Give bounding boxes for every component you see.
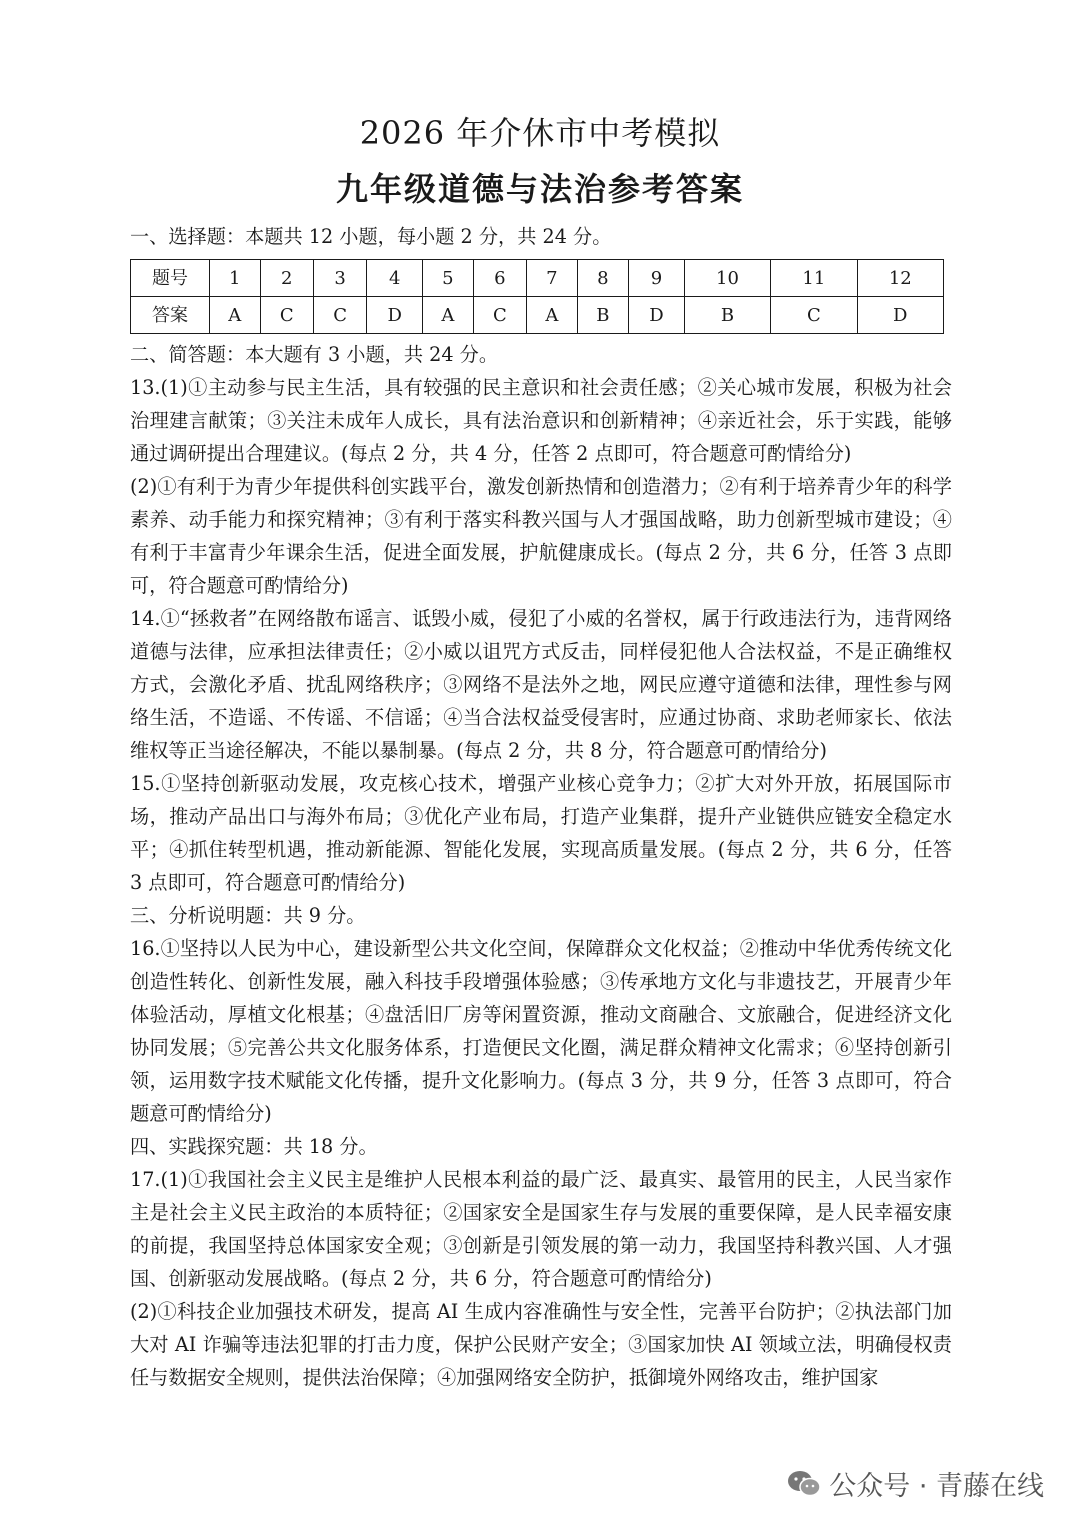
table-cell: A <box>527 297 578 334</box>
answer-13-2: (2)①有利于为青少年提供科创实践平台，激发创新热情和创造潜力；②有利于培养青少年的科学素养、动手能力和探究精神；③有利于落实科教兴国与人才强国战略，助力创新型城市建设；④有利于丰富青少年课余生活，促进全面发展，护航健康成长。(每点 2 分，共 6 分，任答 3 点即可，符合题意可酌情给分) <box>130 475 952 597</box>
table-cell: 12 <box>857 260 943 297</box>
table-cell: B <box>577 297 628 334</box>
table-cell: C <box>260 297 313 334</box>
table-header-label: 题号 <box>131 260 210 297</box>
wechat-icon <box>787 1470 821 1498</box>
document-title: 2026 年介休市中考模拟 <box>359 114 721 152</box>
answer-17-1: 17.(1)①我国社会主义民主是维护人民根本利益的最广泛、最真实、最管用的民主，人民当家作主是社会主义民主政治的本质特征；②国家安全是国家生存与发展的重要保障，是人民幸福安康的前提，我国坚持总体国家安全观；③创新是引领发展的第一动力，我国坚持科教兴国、人才强国、创新驱动发展战略。(每点 2 分，共 6 分，符合题意可酌情给分) <box>130 1168 952 1290</box>
answer-14: 14.①“拯救者”在网络散布谣言、诋毁小威，侵犯了小威的名誉权，属于行政违法行为，违背网络道德与法律，应承担法律责任；②小威以诅咒方式反击，同样侵犯他人合法权益，不是正确维权方式，会激化矛盾、扰乱网络秩序；③网络不是法外之地，网民应遵守道德和法律，理性参与网络生活，不造谣、不传谣、不信谣；④当合法权益受侵害时，应通过协商、求助老师家长、依法维权等正当途径解决，不能以暴制暴。(每点 2 分，共 8 分，符合题意可酌情给分) <box>130 607 952 762</box>
section-heading-short-answer: 二、简答题：本大题有 3 小题，共 24 分。 <box>130 343 499 366</box>
table-cell: A <box>210 297 261 334</box>
table-cell: D <box>857 297 943 334</box>
table-cell: D <box>629 297 685 334</box>
table-cell: 8 <box>577 260 628 297</box>
table-cell: 1 <box>210 260 261 297</box>
table-cell: D <box>367 297 423 334</box>
section-heading-practice: 四、实践探究题：共 18 分。 <box>130 1135 378 1158</box>
watermark <box>787 1464 1044 1503</box>
answer-table-answer-row <box>131 297 944 334</box>
table-cell: 10 <box>684 260 770 297</box>
table-cell: 3 <box>313 260 366 297</box>
table-cell: 5 <box>423 260 474 297</box>
table-cell: C <box>313 297 366 334</box>
table-cell: 11 <box>771 260 857 297</box>
answer-13-1: 13.(1)①主动参与民主生活，具有较强的民主意识和社会责任感；②关心城市发展，积极为社会治理建言献策；③关注未成年人成长，具有法治意识和创新精神；④亲近社会，乐于实践，能够通过调研提出合理建议。(每点 2 分，共 4 分，任答 2 点即可，符合题意可酌情给分) <box>130 376 952 465</box>
document-body <box>130 220 952 1394</box>
table-cell: C <box>473 297 526 334</box>
watermark-text: 公众号 · 青藤在线 <box>829 1471 1044 1502</box>
table-cell: A <box>423 297 474 334</box>
table-cell: 9 <box>629 260 685 297</box>
table-cell: B <box>684 297 770 334</box>
answer-17-2: (2)①科技企业加强技术研发，提高 AI 生成内容准确性与安全性，完善平台防护；②执法部门加大对 AI 诈骗等违法犯罪的打击力度，保护公民财产安全；③国家加快 AI 领域立法，明确侵权责任与数据安全规则，提供法治保障；④加强网络安全防护，抵御境外网络攻击，维护国家 <box>130 1300 952 1389</box>
table-cell: C <box>771 297 857 334</box>
answer-table-number-row <box>131 260 944 297</box>
table-cell: 7 <box>527 260 578 297</box>
table-cell: 4 <box>367 260 423 297</box>
table-cell: 2 <box>260 260 313 297</box>
section-heading-analysis: 三、分析说明题：共 9 分。 <box>130 904 366 927</box>
answer-table <box>130 259 944 334</box>
answer-16: 16.①坚持以人民为中心，建设新型公共文化空间，保障群众文化权益；②推动中华优秀传统文化创造性转化、创新性发展，融入科技手段增强体验感；③传承地方文化与非遗技艺，开展青少年体验活动，厚植文化根基；④盘活旧厂房等闲置资源，推动文商融合、文旅融合，促进经济文化协同发展；⑤完善公共文化服务体系，打造便民文化圈，满足群众精神文化需求；⑥坚持创新引领，运用数字技术赋能文化传播，提升文化影响力。(每点 3 分，共 9 分，任答 3 点即可，符合题意可酌情给分) <box>130 937 952 1125</box>
table-answer-label: 答案 <box>131 297 210 334</box>
table-cell: 6 <box>473 260 526 297</box>
answer-15: 15.①坚持创新驱动发展，攻克核心技术，增强产业核心竞争力；②扩大对外开放，拓展国际市场，推动产品出口与海外布局；③优化产业布局，打造产业集群，提升产业链供应链安全稳定水平；④抓住转型机遇，推动新能源、智能化发展，实现高质量发展。(每点 2 分，共 6 分，任答 3 点即可，符合题意可酌情给分) <box>130 772 952 894</box>
document-subtitle: 九年级道德与法治参考答案 <box>335 170 744 208</box>
section-heading-choice: 一、选择题：本题共 12 小题，每小题 2 分，共 24 分。 <box>130 225 612 248</box>
